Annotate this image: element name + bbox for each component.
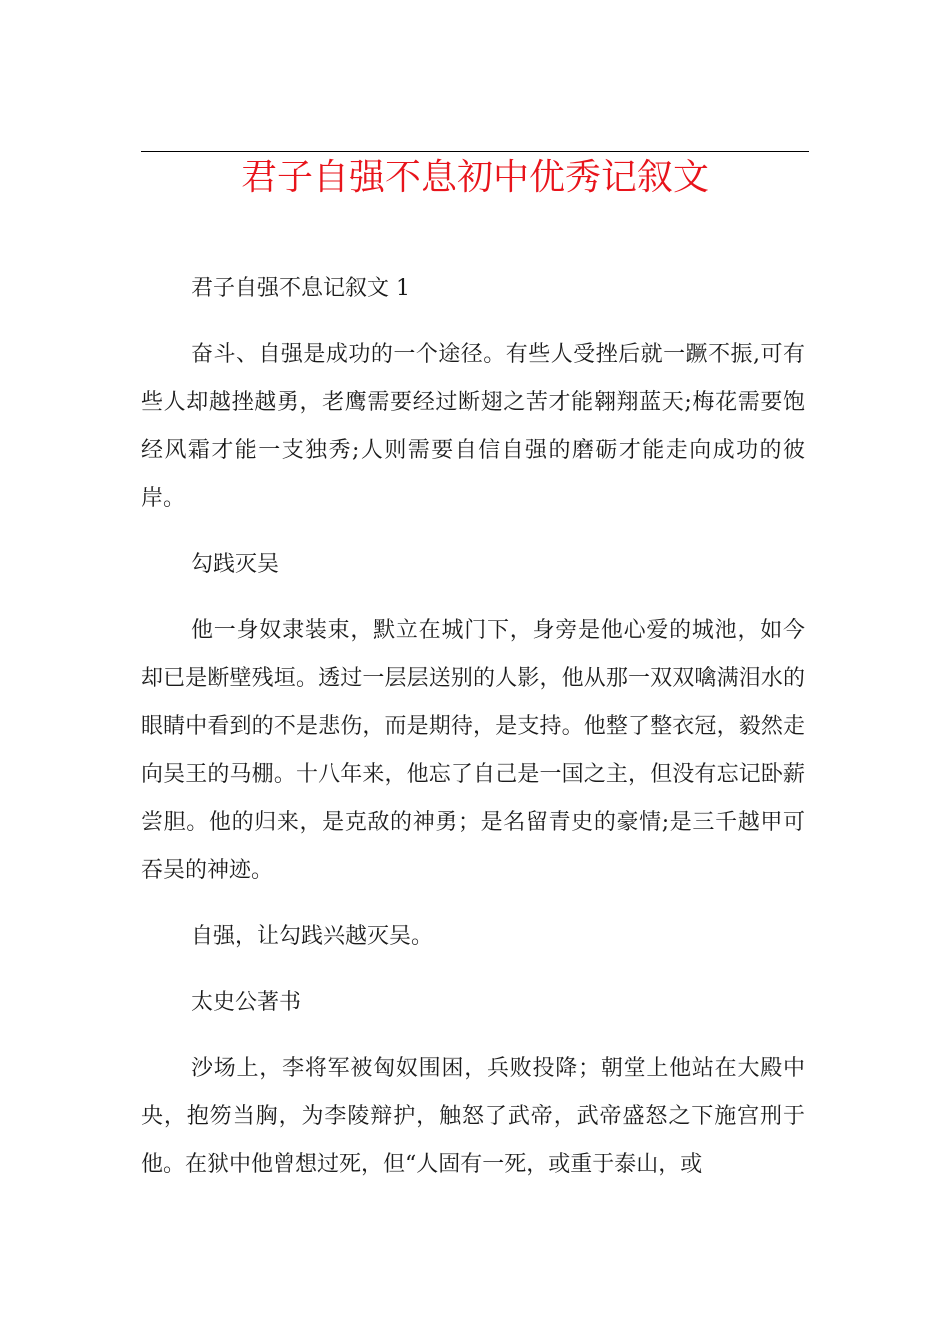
body-paragraph: 奋斗、自强是成功的一个途径。有些人受挫后就一蹶不振,可有些人却越挫越勇，老鹰需要经过断翅之苦才能翱翔蓝天;梅花需要饱经风霜才能一支独秀;人则需要自信自强的磨砺才能走向成功的彼岸。 bbox=[141, 342, 805, 511]
document-body bbox=[141, 265, 805, 1207]
section-heading: 太史公著书 bbox=[191, 990, 302, 1015]
body-paragraph: 自强，让勾践兴越灭吴。 bbox=[191, 924, 434, 949]
body-paragraph: 沙场上，李将军被匈奴围困，兵败投降；朝堂上他站在大殿中央，抱笏当胸，为李陵辩护，触怒了武帝，武帝盛怒之下施宫刑于他。在狱中他曾想过死，但“人固有一死，或重于泰山，或 bbox=[141, 1056, 805, 1177]
section-heading: 勾践灭吴 bbox=[191, 552, 280, 577]
section-heading: 君子自强不息记叙文 1 bbox=[191, 276, 410, 301]
document-title: 君子自强不息初中优秀记叙文 bbox=[240, 157, 709, 198]
header-rule bbox=[141, 151, 809, 152]
body-paragraph: 他一身奴隶装束，默立在城门下，身旁是他心爱的城池，如今却已是断壁残垣。透过一层层送别的人影，他从那一双双噙满泪水的眼睛中看到的不是悲伤，而是期待，是支持。他整了整衣冠，毅然走向吴王的马棚。十八年来，他忘了自己是一国之主，但没有忘记卧薪尝胆。他的归来，是克敌的神勇；是名留青史的豪情;是三千越甲可吞吴的神迹。 bbox=[141, 618, 805, 883]
